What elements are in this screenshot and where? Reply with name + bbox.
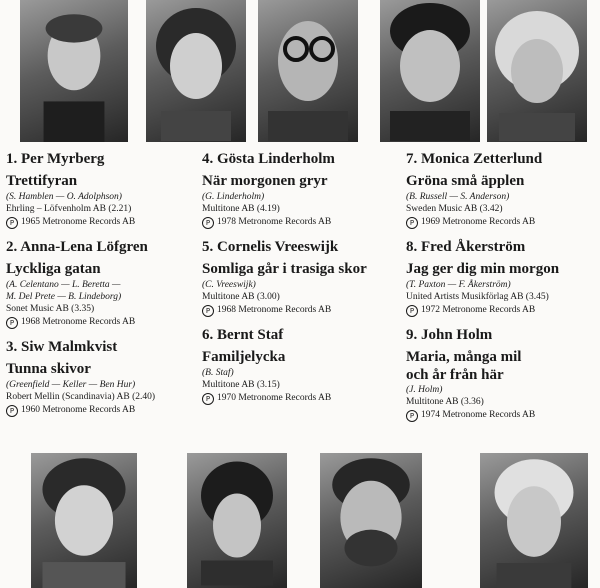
column-3	[406, 150, 600, 431]
phonogram-copyright-icon: P	[406, 305, 418, 317]
publisher-line: United Artists Musikförlag AB (3.45)	[406, 292, 549, 302]
song-title: Familjelycka	[202, 349, 286, 365]
artist-name: 4. Gösta Linderholm	[202, 151, 335, 167]
song-title: Somliga går i trasiga skor	[202, 261, 367, 277]
track-entry-3	[6, 338, 201, 417]
artist-name: 8. Fred Åkerström	[406, 239, 526, 255]
artist-name: 3. Siw Malmkvist	[6, 339, 118, 355]
copyright-line: P 1974 Metronome Records AB	[406, 409, 600, 422]
portrait-photo-6	[320, 453, 422, 588]
publisher-line: Robert Mellin (Scandinavia) AB (2.40)	[6, 392, 156, 402]
copyright-line: P 1972 Metronome Records AB	[406, 304, 600, 317]
portrait-photo-2	[146, 0, 246, 142]
songwriter-credits: (J. Holm)	[406, 385, 443, 395]
track-entry-6	[202, 326, 397, 405]
song-title: Jag ger dig min morgon	[406, 261, 560, 277]
copyright-line: P 1960 Metronome Records AB	[6, 404, 201, 417]
copyright-line: P 1969 Metronome Records AB	[406, 216, 600, 229]
publisher-line: Ehrling – Löfvenholm AB (2.21)	[6, 204, 132, 214]
copyright-line: P 1968 Metronome Records AB	[6, 316, 201, 329]
track-entry-1	[6, 150, 201, 229]
songwriter-credits-continued: M. Del Prete — B. Lindeborg)	[6, 292, 122, 302]
portrait-photo-8	[487, 0, 587, 142]
songwriter-credits: (Greenfield — Keller — Ben Hur)	[6, 380, 136, 390]
track-entry-8	[406, 238, 600, 317]
songwriter-credits: (C. Vreeswijk)	[202, 280, 256, 290]
publisher-line: Sweden Music AB (3.42)	[406, 204, 503, 214]
phonogram-copyright-icon: P	[202, 393, 214, 405]
songwriter-credits: (S. Hamblen — O. Adolphson)	[6, 192, 122, 202]
artist-name: 9. John Holm	[406, 327, 493, 343]
track-entry-4	[202, 150, 397, 229]
songwriter-credits: (B. Russell — S. Anderson)	[406, 192, 510, 202]
track-entry-2	[6, 238, 201, 329]
songwriter-credits: (B. Staf)	[202, 368, 234, 378]
column-1	[6, 150, 201, 426]
portrait-photo-4	[31, 453, 137, 588]
artist-name: 5. Cornelis Vreeswijk	[202, 239, 339, 255]
songwriter-credits: (T. Paxton — F. Åkerström)	[406, 280, 511, 290]
track-entry-5	[202, 238, 397, 317]
songwriter-credits: (A. Celentano — L. Beretta —	[6, 280, 121, 290]
track-entry-9	[406, 326, 600, 422]
artist-name: 1. Per Myrberg	[6, 151, 105, 167]
portrait-photo-1	[20, 0, 128, 142]
copyright-line: P 1978 Metronome Records AB	[202, 216, 397, 229]
copyright-line: P 1968 Metronome Records AB	[202, 304, 397, 317]
publisher-line: Multitone AB (4.19)	[202, 204, 280, 214]
track-entry-7	[406, 150, 600, 229]
song-title: Lyckliga gatan	[6, 261, 101, 277]
portrait-photo-7	[380, 0, 480, 142]
song-title: Maria, många mil och år från här	[406, 349, 522, 383]
phonogram-copyright-icon: P	[202, 217, 214, 229]
phonogram-copyright-icon: P	[406, 410, 418, 422]
song-title: När morgonen gryr	[202, 173, 328, 189]
songwriter-credits: (G. Linderholm)	[202, 192, 265, 202]
phonogram-copyright-icon: P	[6, 317, 18, 329]
phonogram-copyright-icon: P	[6, 217, 18, 229]
publisher-line: Sonet Music AB (3.35)	[6, 304, 95, 314]
copyright-line: P 1965 Metronome Records AB	[6, 216, 201, 229]
artist-name: 7. Monica Zetterlund	[406, 151, 543, 167]
portrait-photo-5	[187, 453, 287, 588]
column-2	[202, 150, 397, 414]
publisher-line: Multitone AB (3.00)	[202, 292, 280, 302]
artist-name: 6. Bernt Staf	[202, 327, 284, 343]
artist-name: 2. Anna-Lena Löfgren	[6, 239, 148, 255]
copyright-line: P 1970 Metronome Records AB	[202, 392, 397, 405]
publisher-line: Multitone AB (3.36)	[406, 397, 484, 407]
song-title: Gröna små äpplen	[406, 173, 525, 189]
publisher-line: Multitone AB (3.15)	[202, 380, 280, 390]
phonogram-copyright-icon: P	[6, 405, 18, 417]
phonogram-copyright-icon: P	[406, 217, 418, 229]
phonogram-copyright-icon: P	[202, 305, 214, 317]
song-title: Trettifyran	[6, 173, 78, 189]
song-title: Tunna skivor	[6, 361, 91, 377]
portrait-photo-9	[480, 453, 588, 588]
portrait-photo-3	[258, 0, 358, 142]
